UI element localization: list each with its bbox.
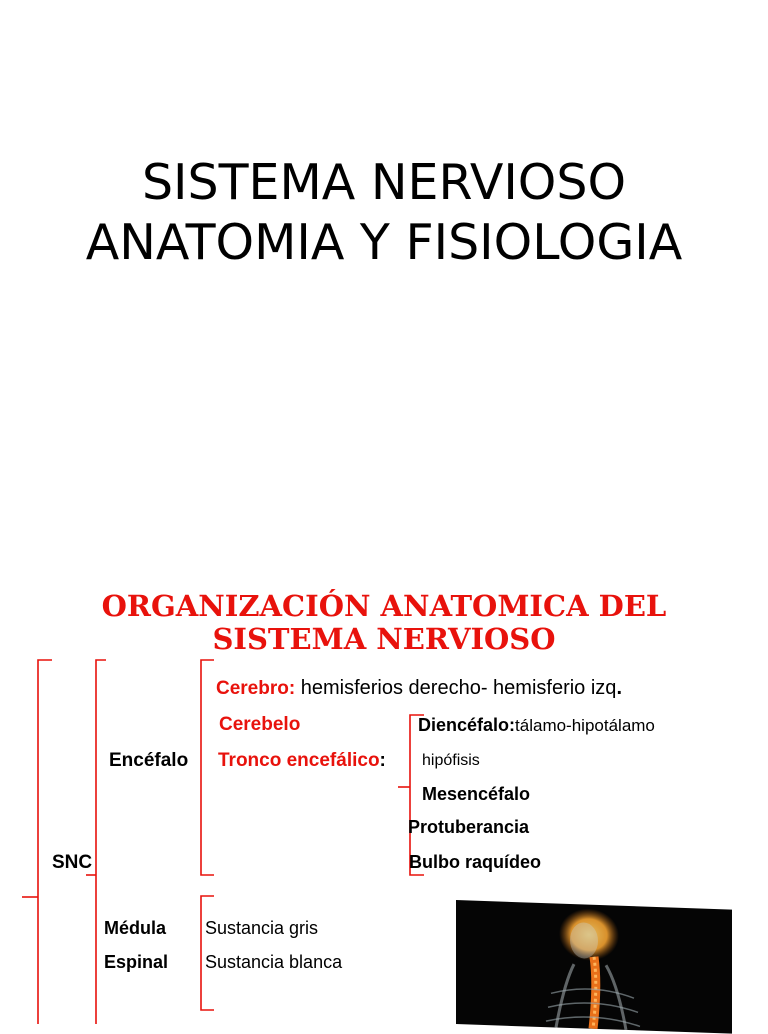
- title-line-2: ANATOMIA Y FISIOLOGIA: [85, 214, 683, 271]
- tronco-colon: :: [379, 750, 386, 771]
- section-heading-line-1: ORGANIZACIÓN ANATOMICA DEL: [101, 589, 667, 623]
- sustancia-gris-text: Sustancia gris: [205, 918, 319, 938]
- bracket-snc: [38, 660, 52, 1024]
- sustancia-blanca-text: Sustancia blanca: [205, 952, 343, 972]
- section-heading-line-2: SISTEMA NERVIOSO: [212, 622, 556, 656]
- medula-label: Médula: [104, 918, 167, 938]
- cerebro-dot: .: [616, 677, 622, 699]
- protuberancia-label: Protuberancia: [408, 817, 530, 837]
- spine-anatomy-image: [456, 900, 732, 1034]
- bulbo-label: Bulbo raquídeo: [409, 852, 541, 872]
- espinal-label: Espinal: [104, 952, 169, 972]
- cerebro-row: [216, 677, 622, 700]
- encefalo-label: Encéfalo: [109, 750, 189, 771]
- skeleton-illustration: [456, 900, 732, 1034]
- cerebelo-label: Cerebelo: [219, 714, 301, 735]
- bracket-encefalo: [201, 660, 214, 875]
- diencefalo-text: tálamo-hipotálamo: [515, 716, 655, 735]
- tronco-label: Tronco encefálico: [218, 750, 380, 771]
- cerebro-label: Cerebro:: [216, 678, 296, 699]
- mesencefalo-label: Mesencéfalo: [422, 784, 531, 804]
- diencefalo-label: Diencéfalo:: [418, 715, 516, 735]
- cerebro-text: hemisferios derecho- hemisferio izq: [295, 677, 617, 699]
- tronco-row: [218, 750, 386, 772]
- title-line-1: SISTEMA NERVIOSO: [141, 154, 627, 211]
- diencefalo-row: [418, 715, 655, 736]
- hipofisis-text: hipófisis: [422, 752, 480, 769]
- snc-label: SNC: [52, 852, 93, 873]
